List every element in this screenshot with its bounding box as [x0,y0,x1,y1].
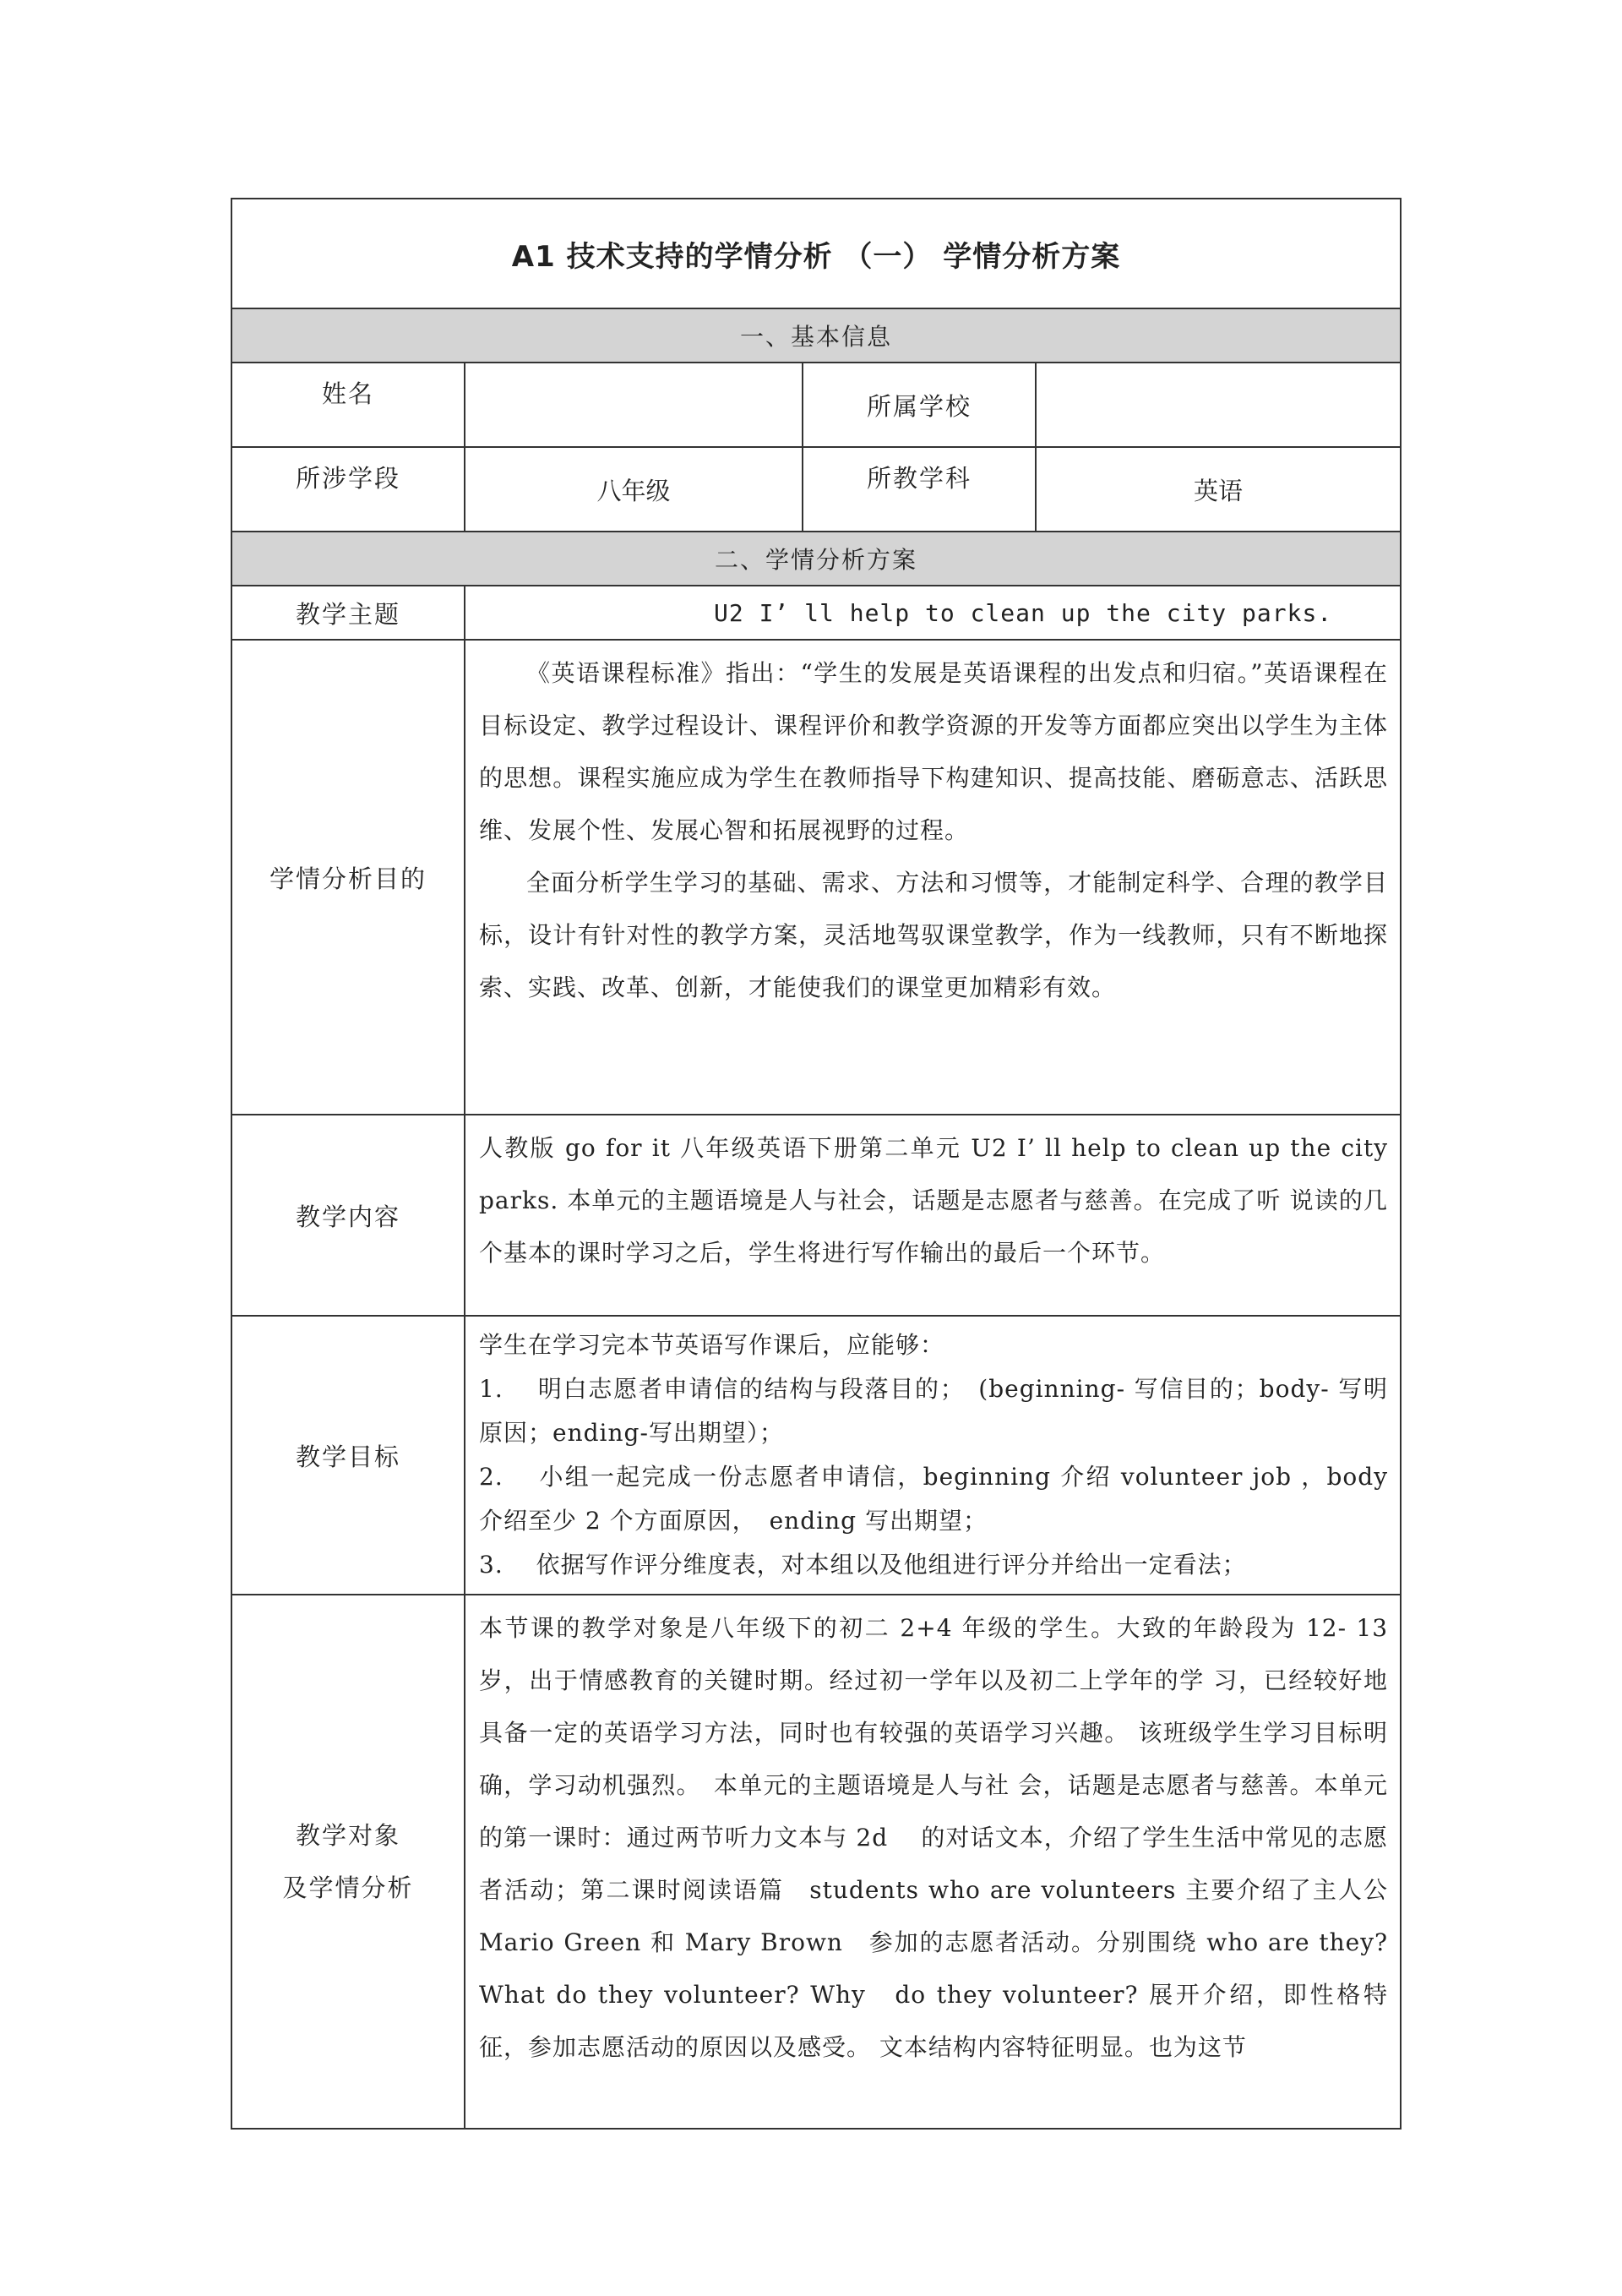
section-header-basic-info: 一、基本信息 [231,308,1401,363]
purpose-paragraph: 《英语课程标准》指出：“学生的发展是英语课程的出发点和归宿。”英语课程在目标设定、教学过程设计、课程评价和教学资源的开发等方面都应突出以学生为主体的思想。课程实施应成为学生在教师指导下构建知识、提高技能、磨砺意志、活跃思维、发展个性、发展心智和拓展视野的过程。 [479,659,1389,844]
table-row [231,447,1401,532]
subject-value: 英语 [1036,447,1401,532]
subject-label: 所教学科 [803,447,1036,532]
goals-label: 教学目标 [231,1316,465,1595]
goals-text [465,1316,1401,1595]
students-label-line: 及学情分析 [282,1873,414,1902]
table-row [231,640,1401,1115]
table-row [231,1595,1401,2129]
topic-value: U2 I’ ll help to clean up the city parks. [465,586,1401,640]
table-row [231,586,1401,640]
name-value [465,363,803,447]
section-header-analysis-plan: 二、学情分析方案 [231,532,1401,586]
name-label: 姓名 [231,363,465,447]
table-row [231,363,1401,447]
purpose-paragraph: 全面分析学生学习的基础、需求、方法和习惯等，才能制定科学、合理的教学目标，设计有针对性的教学方案，灵活地驾驭课堂教学，作为一线教师，只有不断地探索、实践、改革、创新，才能使我们的课堂更加精彩有效。 [479,869,1389,1001]
stage-value: 八年级 [465,447,803,532]
content-text: 人教版 go for it 八年级英语下册第二单元 U2 I’ ll help to clean up the city parks. 本单元的主题语境是人与社会，话题是志愿者与慈善。在完成了听 说读的几个基本的课时学习之后，学生将进行写作输出的最后一个环节。 [465,1115,1401,1316]
school-value [1036,363,1401,447]
document-title: A1 技术支持的学情分析 （一） 学情分析方案 [231,199,1401,308]
students-label-line: 教学对象 [295,1821,400,1850]
analysis-plan-table [231,198,1402,2130]
table-row [231,1316,1401,1595]
purpose-label: 学情分析目的 [231,640,465,1115]
students-label [231,1595,465,2129]
goal-line: 学生在学习完本节英语写作课后，应能够： [479,1331,945,1359]
school-label: 所属学校 [803,363,1036,447]
table-row [231,1115,1401,1316]
goal-line: 3. 依据写作评分维度表，对本组以及他组进行评分并给出一定看法； [479,1551,1247,1579]
topic-label: 教学主题 [231,586,465,640]
goal-line: 1. 明白志愿者申请信的结构与段落目的； (beginning- 写信目的；body- 写明原因；ending-写出期望）； [479,1375,1389,1447]
stage-label: 所涉学段 [231,447,465,532]
content-label: 教学内容 [231,1115,465,1316]
purpose-text [465,640,1401,1115]
goal-line: 2. 小组一起完成一份志愿者申请信，beginning 介绍 volunteer job ，body 介绍至少 2 个方面原因， ending 写出期望； [479,1463,1389,1535]
students-text: 本节课的教学对象是八年级下的初二 2+4 年级的学生。大致的年龄段为 12- 13 岁，出于情感教育的关键时期。经过初一学年以及初二上学年的学 习，已经较好地具备一定的英语学习方法，同时也有较强的英语学习兴趣。 该班级学生学习目标明确，学习动机强烈。 本单元的主题语境是人与社 会，话题是志愿者与慈善。本单元的第一课时：通过两节听力文本与 2d 的对话文本，介绍了学生生活中常见的志愿者活动；第二课时阅读语篇 students who are volunteers 主要介绍了主人公 Mario Green 和 Mary Brown 参加的志愿者活动。分别围绕 who are they? What do they volunteer? Why do they volunteer? 展开介绍，即性格特征，参加志愿活动的原因以及感受。 文本结构内容特征明显。也为这节 [465,1595,1401,2129]
